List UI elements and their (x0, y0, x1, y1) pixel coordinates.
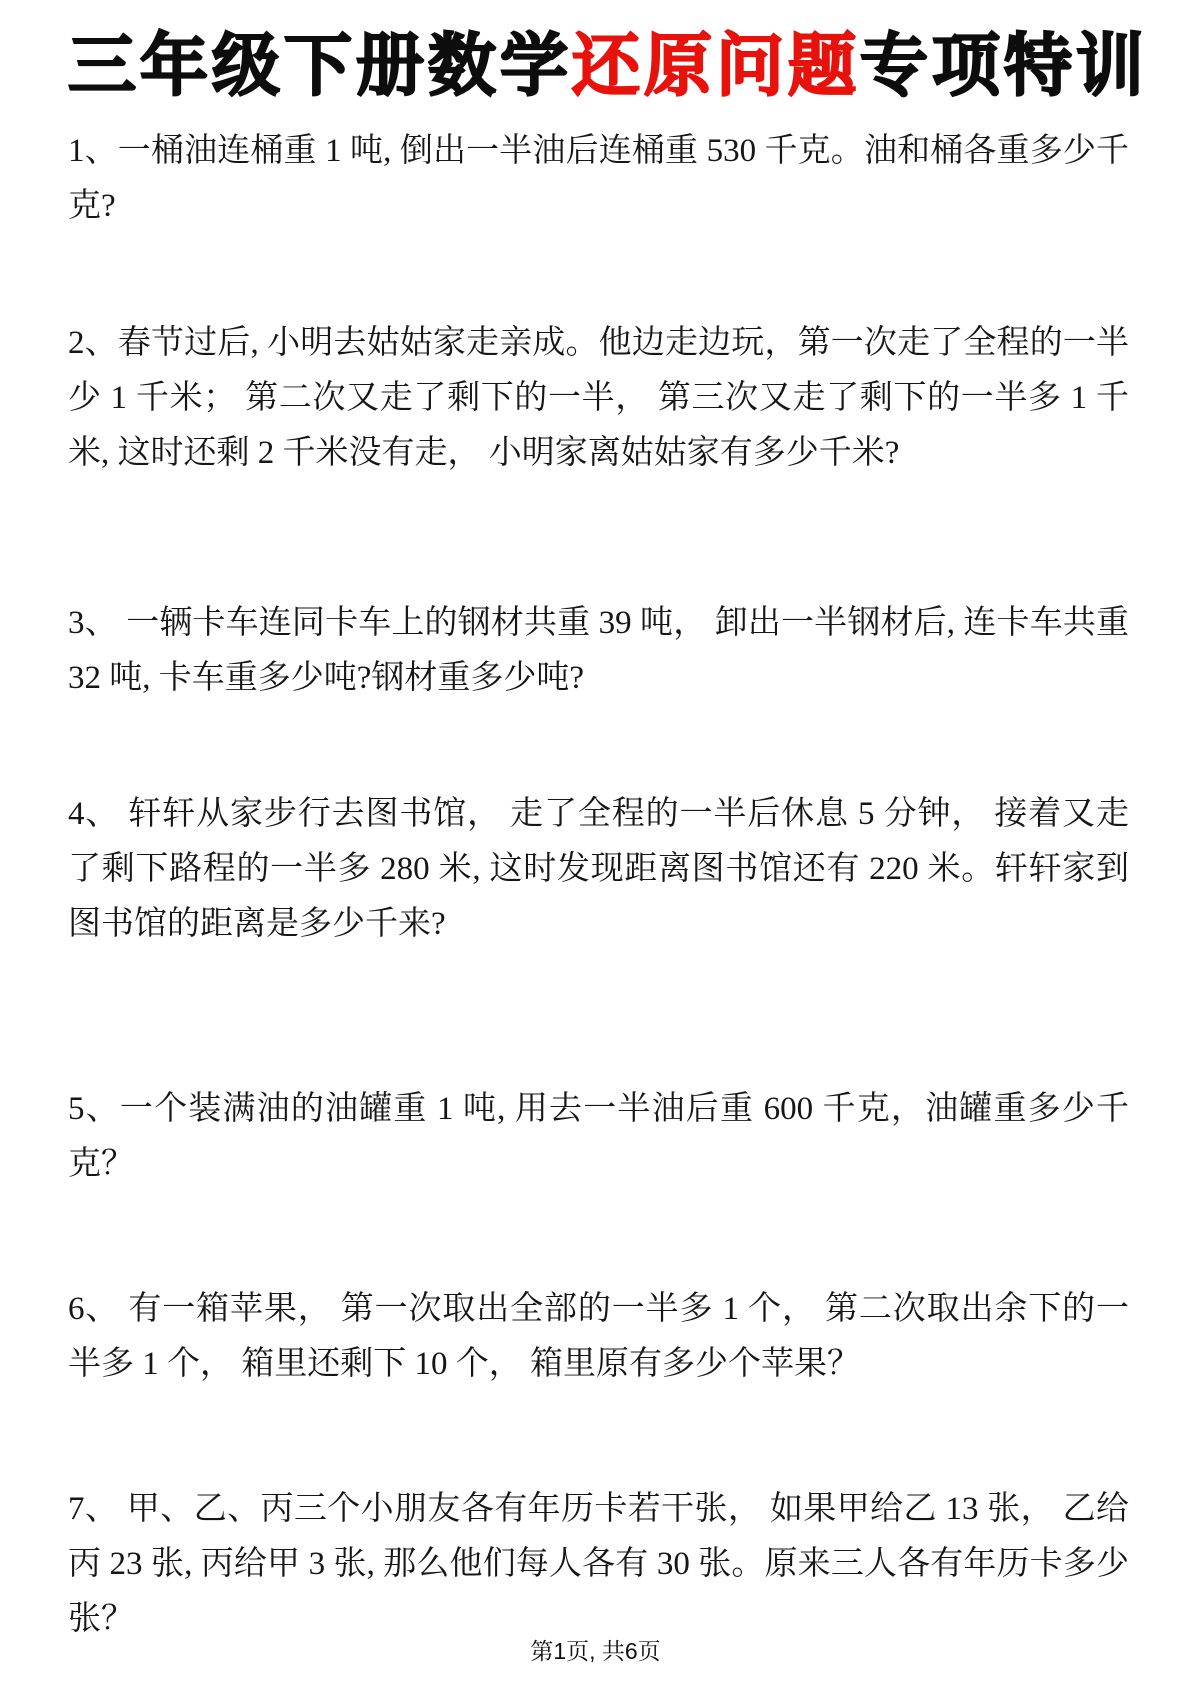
problem-6: 6、 有一箱苹果， 第一次取出全部的一半多 1 个， 第二次取出余下的一半多 1 个， 箱里还剩下 10 个， 箱里原有多少个苹果？ (68, 1290, 1129, 1382)
page-footer: 第1页, 共6页 (530, 1638, 661, 1664)
title-prefix: 三年级下册数学 (68, 28, 573, 104)
problem-7: 7、 甲、乙、丙三个小朋友各有年历卡若干张， 如果甲给乙 13 张， 乙给丙 23 张, 丙给甲 3 张, 那么他们每人各有 30 张。原来三人各有年历卡多少张？ (68, 1490, 1129, 1637)
problem-4: 4、 轩轩从家步行去图书馆， 走了全程的一半后休息 5 分钟， 接着又走了剩下路程的一半多 280 米, 这时发现距离图书馆还有 220 米。轩轩家到图书馆的距离是多少千来? (68, 795, 1129, 942)
problem-1: 1、一桶油连桶重 1 吨, 倒出一半油后连桶重 530 千克。油和桶各重多少千克? (68, 132, 1129, 224)
problem-5: 5、一个装满油的油罐重 1 吨, 用去一半油后重 600 千克，油罐重多少千克？ (68, 1090, 1129, 1182)
page-title (68, 28, 1149, 106)
problem-2: 2、春节过后, 小明去姑姑家走亲成。他边走边玩，第一次走了全程的一半少 1 千米； 第二次又走了剩下的一半， 第三次又走了剩下的一半多 1 千米, 这时还剩 2 千米没有走， 小明家离姑姑家有多少千米? (68, 324, 1129, 471)
title-highlight: 还原问题 (572, 28, 861, 104)
title-suffix: 专项特训 (860, 28, 1149, 104)
problem-3: 3、 一辆卡车连同卡车上的钢材共重 39 吨， 卸出一半钢材后, 连卡车共重 32 吨, 卡车重多少吨?钢材重多少吨? (68, 604, 1129, 696)
